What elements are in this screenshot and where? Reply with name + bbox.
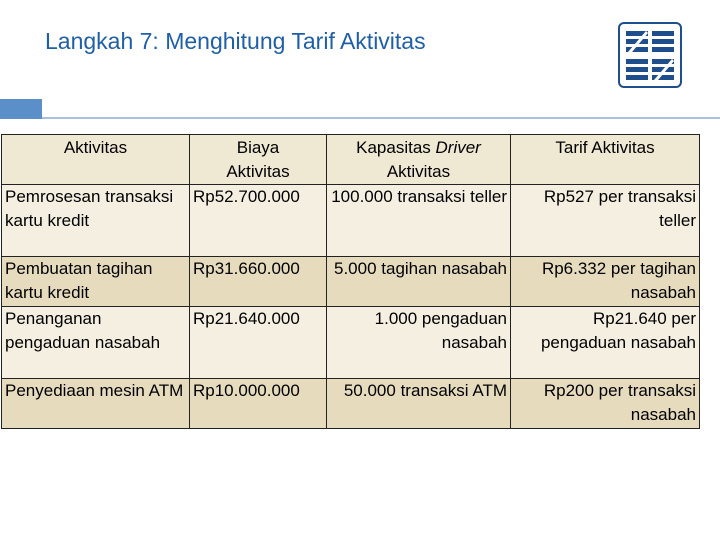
table-row [2, 257, 700, 307]
cell-rate: Rp527 per transaksi teller [511, 185, 700, 257]
cell-activity: Penanganan pengaduan nasabah [2, 307, 190, 379]
cell-activity: Penyediaan mesin ATM [2, 379, 190, 429]
cell-capacity: 1.000 pengaduan nasabah [327, 307, 511, 379]
table-row [2, 307, 700, 379]
table-header-row [2, 135, 700, 185]
cell-rate: Rp6.332 per tagihan nasabah [511, 257, 700, 307]
divider-accent-block [0, 99, 42, 119]
cell-capacity: 50.000 transaksi ATM [327, 379, 511, 429]
cell-cost: Rp52.700.000 [190, 185, 327, 257]
cell-cost: Rp31.660.000 [190, 257, 327, 307]
logo-icon [618, 22, 682, 88]
header-capacity: Kapasitas Driver Aktivitas [327, 135, 511, 185]
cell-cost: Rp10.000.000 [190, 379, 327, 429]
cell-rate: Rp21.640 per pengaduan nasabah [511, 307, 700, 379]
header-cost: Biaya Aktivitas [190, 135, 327, 185]
cell-rate: Rp200 per transaksi nasabah [511, 379, 700, 429]
table-row [2, 379, 700, 429]
header-rate: Tarif Aktivitas [511, 135, 700, 185]
divider-gap [42, 99, 46, 119]
cell-activity: Pemrosesan transaksi kartu kredit [2, 185, 190, 257]
table-row [2, 185, 700, 257]
cell-activity: Pembuatan tagihan kartu kredit [2, 257, 190, 307]
cell-cost: Rp21.640.000 [190, 307, 327, 379]
divider-line [42, 117, 720, 119]
page-title: Langkah 7: Menghitung Tarif Aktivitas [45, 28, 426, 54]
header-activity: Aktivitas [2, 135, 190, 185]
cell-capacity: 5.000 tagihan nasabah [327, 257, 511, 307]
activity-rate-table [1, 134, 700, 429]
cell-capacity: 100.000 transaksi teller [327, 185, 511, 257]
